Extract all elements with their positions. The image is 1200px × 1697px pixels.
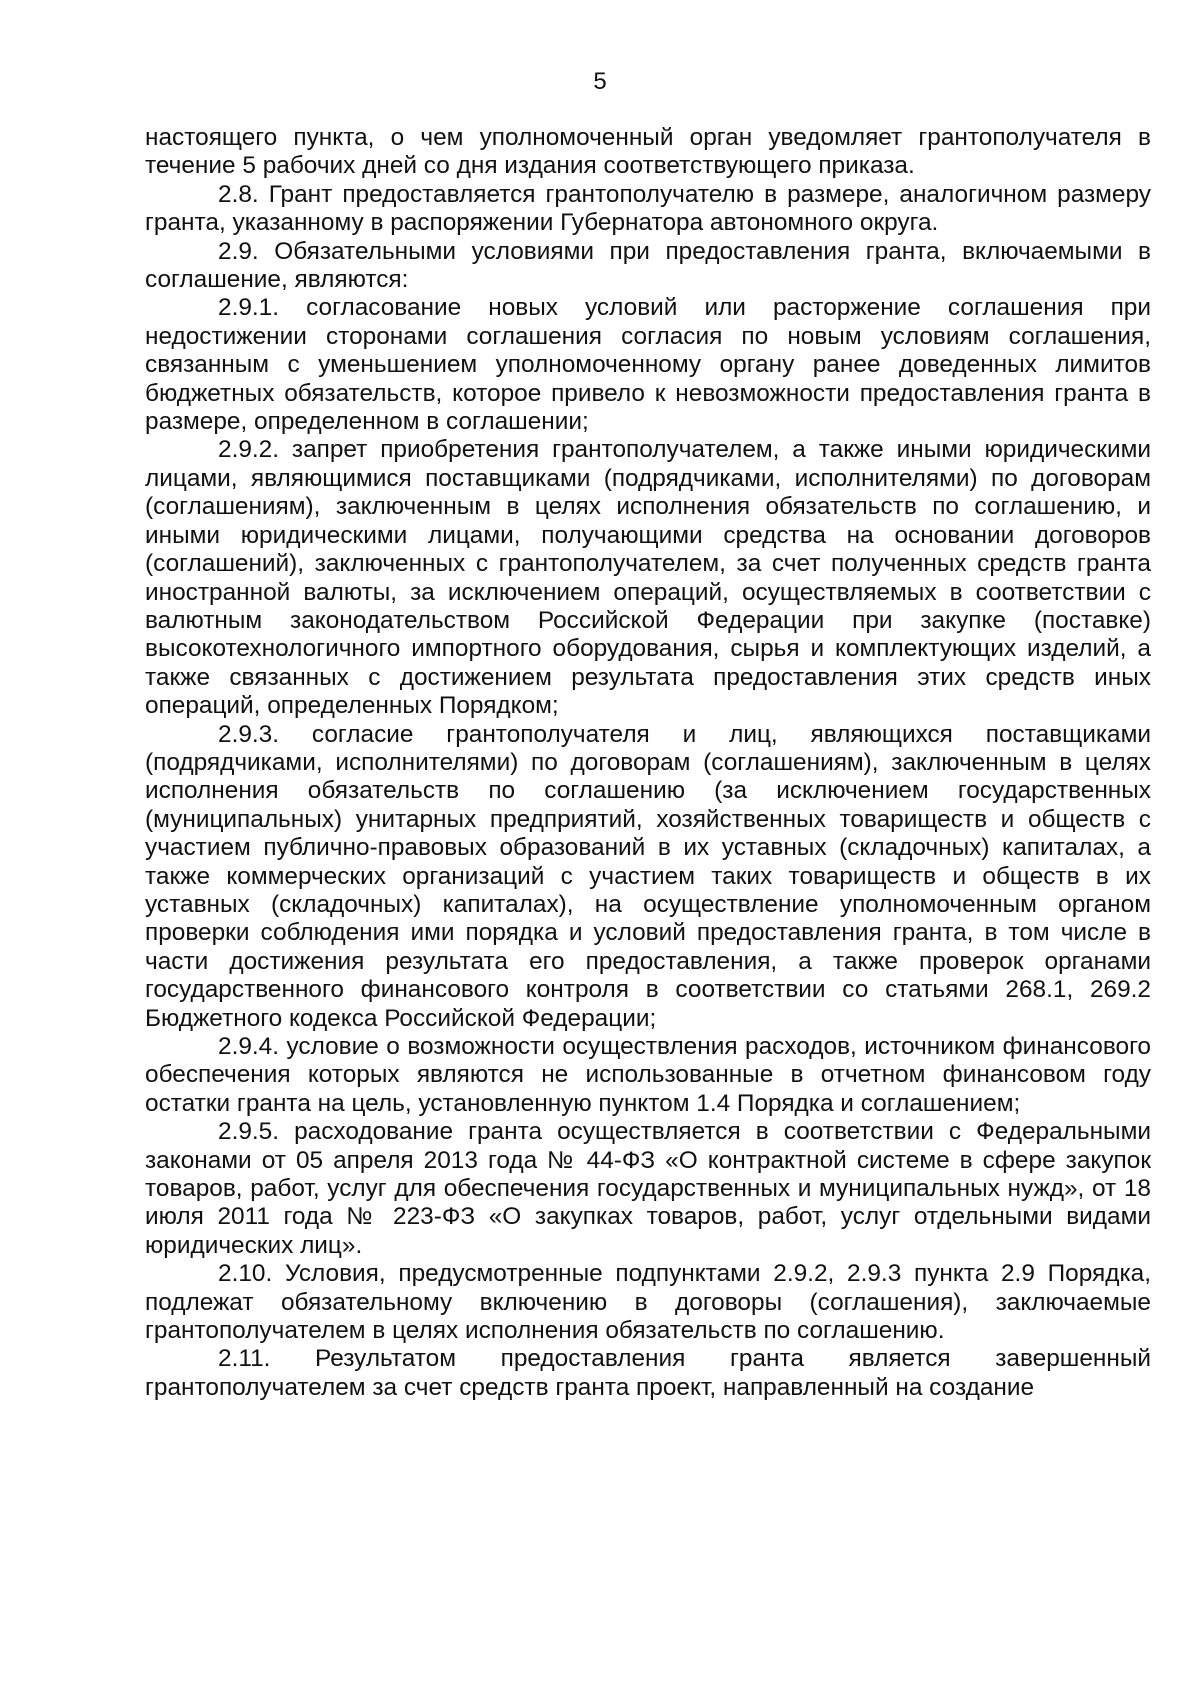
paragraph-continuation: настоящего пункта, о чем уполномоченный орган уведомляет грантополучателя в течение 5 рабочих дней со дня издания соответствующего приказа. — [145, 124, 1151, 180]
document-body — [145, 124, 1151, 1402]
paragraph-2-9-4: 2.9.4. условие о возможности осуществления расходов, источником финансового обеспечения которых являются не использованные в отчетном финансовом году остатки гранта на цель, установленную пунктом 1.4 Порядка и соглашением; — [145, 1033, 1151, 1117]
paragraph-2-9-5: 2.9.5. расходование гранта осуществляется в соответствии с Федеральными законами от 05 апреля 2013 года № 44-ФЗ «О контрактной системе в сфере закупок товаров, работ, услуг для обеспечения государственных и муниципальных нужд», от 18 июля 2011 года № 223-ФЗ «О закупках товаров, работ, услуг отдельными видами юридических лиц». — [145, 1118, 1151, 1259]
paragraph-2-9-2: 2.9.2. запрет приобретения грантополучателем, а также иными юридическими лицами, являющимися поставщиками (подрядчиками, исполнителями) по договорам (соглашениям), заключенным в целях исполнения обязательств по соглашению, и иными юридическими лицами, получающими средства на основании договоров (соглашений), заключенных с грантополучателем, за счет полученных средств гранта иностранной валюты, за исключением операций, осуществляемых в соответствии с валютным законодательством Российской Федерации при закупке (поставке) высокотехнологичного импортного оборудования, сырья и комплектующих изделий, а также связанных с достижением результата предоставления этих средств иных операций, определенных Порядком; — [145, 436, 1151, 720]
paragraph-2-9: 2.9. Обязательными условиями при предоставления гранта, включаемыми в соглашение, являются: — [145, 237, 1151, 294]
paragraph-2-9-3: 2.9.3. согласие грантополучателя и лиц, являющихся поставщиками (подрядчиками, исполнителями) по договорам (соглашениям), заключенным в целях исполнения обязательств по соглашению (за исключением государственных (муниципальных) унитарных предприятий, хозяйственных товариществ и обществ с участием публично-правовых образований в их уставных (складочных) капиталах, а также коммерческих организаций с участием таких товариществ и обществ в их уставных (складочных) капиталах), на осуществление уполномоченным органом проверки соблюдения ими порядка и условий предоставления гранта, в том числе в части достижения результата его предоставления, а также проверок органами государственного финансового контроля в соответствии со статьями 268.1, 269.2 Бюджетного кодекса Российской Федерации; — [145, 720, 1151, 1032]
paragraph-2-11: 2.11. Результатом предоставления гранта является завершенный грантополучателем за счет средств гранта проект, направленный на создание — [145, 1345, 1151, 1401]
paragraph-2-10: 2.10. Условия, предусмотренные подпунктами 2.9.2, 2.9.3 пункта 2.9 Порядка, подлежат обязательному включению в договоры (соглашения), заключаемые грантополучателем в целях исполнения обязательств по соглашению. — [145, 1260, 1151, 1345]
paragraph-2-9-1: 2.9.1. согласование новых условий или расторжение соглашения при недостижении сторонами соглашения согласия по новым условиям соглашения, связанным с уменьшением уполномоченному органу ранее доведенных лимитов бюджетных обязательств, которое привело к невозможности предоставления гранта в размере, определенном в соглашении; — [145, 294, 1151, 436]
paragraph-2-8: 2.8. Грант предоставляется грантополучателю в размере, аналогичном размеру гранта, указанному в распоряжении Губернатора автономного округа. — [145, 180, 1151, 237]
page-number: 5 — [593, 68, 607, 95]
